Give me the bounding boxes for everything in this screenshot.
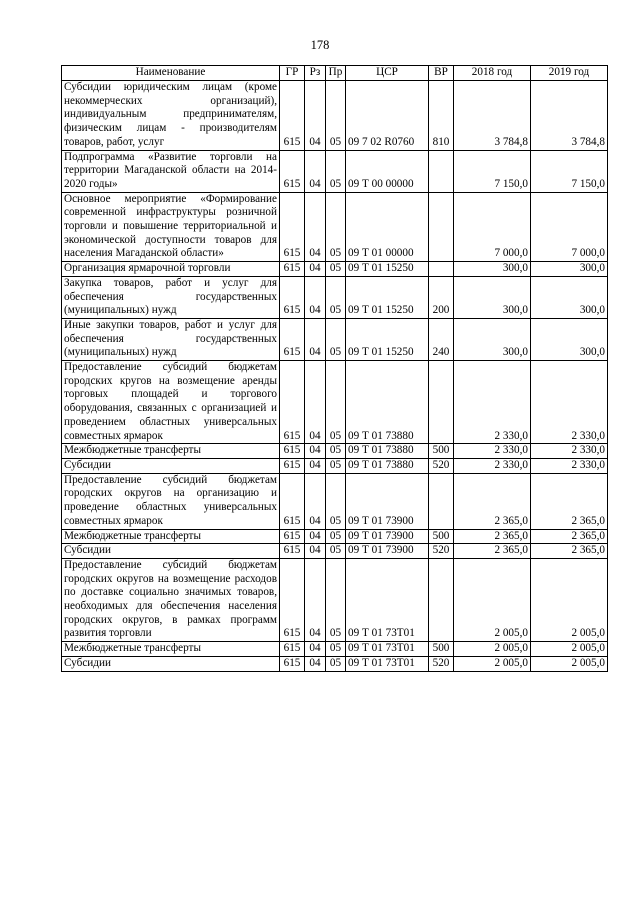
rz-code: 04 bbox=[305, 361, 326, 444]
pr-code: 05 bbox=[326, 529, 346, 544]
vr-code: 500 bbox=[429, 529, 454, 544]
vr-code: 810 bbox=[429, 81, 454, 151]
header-csr: ЦСР bbox=[346, 66, 429, 81]
gr-code: 615 bbox=[280, 262, 305, 277]
vr-code: 520 bbox=[429, 656, 454, 671]
csr-code: 09 Т 00 00000 bbox=[346, 150, 429, 192]
pr-code: 05 bbox=[326, 81, 346, 151]
csr-code: 09 Т 01 73900 bbox=[346, 473, 429, 529]
vr-code: 500 bbox=[429, 444, 454, 459]
csr-code: 09 Т 01 15250 bbox=[346, 262, 429, 277]
table-row bbox=[62, 150, 608, 192]
header-gr: ГР bbox=[280, 66, 305, 81]
amount-2019: 300,0 bbox=[531, 262, 608, 277]
vr-code: 240 bbox=[429, 318, 454, 360]
amount-2019: 2 330,0 bbox=[531, 444, 608, 459]
rz-code: 04 bbox=[305, 458, 326, 473]
vr-code: 520 bbox=[429, 544, 454, 559]
csr-code: 09 Т 01 73900 bbox=[346, 529, 429, 544]
table-row bbox=[62, 473, 608, 529]
rz-code: 04 bbox=[305, 473, 326, 529]
item-name: Субсидии bbox=[62, 544, 280, 559]
amount-2018: 2 330,0 bbox=[454, 361, 531, 444]
rz-code: 04 bbox=[305, 544, 326, 559]
pr-code: 05 bbox=[326, 558, 346, 641]
gr-code: 615 bbox=[280, 544, 305, 559]
amount-2019: 300,0 bbox=[531, 276, 608, 318]
vr-code: 500 bbox=[429, 642, 454, 657]
table-row bbox=[62, 262, 608, 277]
table-row bbox=[62, 458, 608, 473]
item-name: Субсидии bbox=[62, 656, 280, 671]
gr-code: 615 bbox=[280, 81, 305, 151]
header-vr: ВР bbox=[429, 66, 454, 81]
amount-2018: 2 005,0 bbox=[454, 558, 531, 641]
gr-code: 615 bbox=[280, 276, 305, 318]
item-name: Межбюджетные трансферты bbox=[62, 529, 280, 544]
rz-code: 04 bbox=[305, 656, 326, 671]
rz-code: 04 bbox=[305, 150, 326, 192]
rz-code: 04 bbox=[305, 642, 326, 657]
rz-code: 04 bbox=[305, 81, 326, 151]
item-name: Субсидии bbox=[62, 458, 280, 473]
csr-code: 09 Т 01 15250 bbox=[346, 318, 429, 360]
item-name: Межбюджетные трансферты bbox=[62, 444, 280, 459]
pr-code: 05 bbox=[326, 642, 346, 657]
amount-2018: 2 365,0 bbox=[454, 529, 531, 544]
item-name: Закупка товаров, работ и услуг для обеспечения государственных (муниципальных) нужд bbox=[62, 276, 280, 318]
table-row bbox=[62, 276, 608, 318]
item-name: Подпрограмма «Развитие торговли на территории Магаданской области на 2014-2020 годы» bbox=[62, 150, 280, 192]
amount-2019: 3 784,8 bbox=[531, 81, 608, 151]
rz-code: 04 bbox=[305, 558, 326, 641]
pr-code: 05 bbox=[326, 276, 346, 318]
gr-code: 615 bbox=[280, 361, 305, 444]
amount-2018: 3 784,8 bbox=[454, 81, 531, 151]
table-body bbox=[62, 81, 608, 672]
gr-code: 615 bbox=[280, 656, 305, 671]
amount-2019: 2 005,0 bbox=[531, 656, 608, 671]
gr-code: 615 bbox=[280, 192, 305, 262]
table-row bbox=[62, 361, 608, 444]
pr-code: 05 bbox=[326, 318, 346, 360]
gr-code: 615 bbox=[280, 529, 305, 544]
table-row bbox=[62, 444, 608, 459]
pr-code: 05 bbox=[326, 444, 346, 459]
header-rz: Рз bbox=[305, 66, 326, 81]
page-number: 178 bbox=[310, 38, 330, 52]
vr-code: 200 bbox=[429, 276, 454, 318]
csr-code: 09 Т 01 73Т01 bbox=[346, 558, 429, 641]
amount-2018: 300,0 bbox=[454, 276, 531, 318]
table-row bbox=[62, 642, 608, 657]
amount-2019: 2 365,0 bbox=[531, 529, 608, 544]
amount-2018: 2 330,0 bbox=[454, 444, 531, 459]
pr-code: 05 bbox=[326, 262, 346, 277]
header-2019: 2019 год bbox=[531, 66, 608, 81]
rz-code: 04 bbox=[305, 529, 326, 544]
rz-code: 04 bbox=[305, 276, 326, 318]
csr-code: 09 Т 01 73Т01 bbox=[346, 656, 429, 671]
header-row bbox=[62, 66, 608, 81]
pr-code: 05 bbox=[326, 544, 346, 559]
table-row bbox=[62, 558, 608, 641]
amount-2018: 2 005,0 bbox=[454, 642, 531, 657]
amount-2019: 7 150,0 bbox=[531, 150, 608, 192]
csr-code: 09 Т 01 73880 bbox=[346, 458, 429, 473]
budget-table bbox=[61, 65, 608, 672]
rz-code: 04 bbox=[305, 262, 326, 277]
amount-2018: 2 330,0 bbox=[454, 458, 531, 473]
header-name: Наименование bbox=[62, 66, 280, 81]
vr-code bbox=[429, 473, 454, 529]
gr-code: 615 bbox=[280, 558, 305, 641]
vr-code bbox=[429, 361, 454, 444]
rz-code: 04 bbox=[305, 192, 326, 262]
vr-code bbox=[429, 150, 454, 192]
table-row bbox=[62, 318, 608, 360]
pr-code: 05 bbox=[326, 458, 346, 473]
table-row bbox=[62, 656, 608, 671]
item-name: Предоставление субсидий бюджетам городских округов на организацию и проведение областных универсальных совместных ярмарок bbox=[62, 473, 280, 529]
table-row bbox=[62, 529, 608, 544]
amount-2019: 2 005,0 bbox=[531, 558, 608, 641]
table-row bbox=[62, 81, 608, 151]
amount-2019: 2 330,0 bbox=[531, 458, 608, 473]
csr-code: 09 Т 01 73880 bbox=[346, 444, 429, 459]
pr-code: 05 bbox=[326, 473, 346, 529]
gr-code: 615 bbox=[280, 642, 305, 657]
amount-2019: 2 330,0 bbox=[531, 361, 608, 444]
table-row bbox=[62, 192, 608, 262]
amount-2018: 2 365,0 bbox=[454, 544, 531, 559]
header-2018: 2018 год bbox=[454, 66, 531, 81]
amount-2019: 2 365,0 bbox=[531, 473, 608, 529]
rz-code: 04 bbox=[305, 444, 326, 459]
vr-code: 520 bbox=[429, 458, 454, 473]
amount-2018: 2 005,0 bbox=[454, 656, 531, 671]
item-name: Иные закупки товаров, работ и услуг для обеспечения государственных (муниципальных) нужд bbox=[62, 318, 280, 360]
amount-2018: 300,0 bbox=[454, 262, 531, 277]
amount-2018: 7 000,0 bbox=[454, 192, 531, 262]
pr-code: 05 bbox=[326, 192, 346, 262]
item-name: Организация ярмарочной торговли bbox=[62, 262, 280, 277]
amount-2019: 300,0 bbox=[531, 318, 608, 360]
vr-code bbox=[429, 558, 454, 641]
table-row bbox=[62, 544, 608, 559]
amount-2019: 2 005,0 bbox=[531, 642, 608, 657]
gr-code: 615 bbox=[280, 318, 305, 360]
rz-code: 04 bbox=[305, 318, 326, 360]
pr-code: 05 bbox=[326, 361, 346, 444]
gr-code: 615 bbox=[280, 458, 305, 473]
csr-code: 09 Т 01 00000 bbox=[346, 192, 429, 262]
amount-2019: 7 000,0 bbox=[531, 192, 608, 262]
amount-2018: 300,0 bbox=[454, 318, 531, 360]
csr-code: 09 Т 01 73900 bbox=[346, 544, 429, 559]
item-name: Субсидии юридическим лицам (кроме некоммерческих организаций), индивидуальным предпринимателям, физическим лицам - производителям товаров, работ, услуг bbox=[62, 81, 280, 151]
amount-2018: 7 150,0 bbox=[454, 150, 531, 192]
gr-code: 615 bbox=[280, 444, 305, 459]
csr-code: 09 Т 01 73880 bbox=[346, 361, 429, 444]
vr-code bbox=[429, 262, 454, 277]
pr-code: 05 bbox=[326, 150, 346, 192]
csr-code: 09 Т 01 15250 bbox=[346, 276, 429, 318]
amount-2018: 2 365,0 bbox=[454, 473, 531, 529]
gr-code: 615 bbox=[280, 150, 305, 192]
csr-code: 09 7 02 R0760 bbox=[346, 81, 429, 151]
item-name: Предоставление субсидий бюджетам городских округов на возмещение расходов по доставке социально значимых товаров, необходимых для обеспечения населения городских округов, в рамках программ развития торговли bbox=[62, 558, 280, 641]
vr-code bbox=[429, 192, 454, 262]
pr-code: 05 bbox=[326, 656, 346, 671]
item-name: Предоставление субсидий бюджетам городских кругов на возмещение аренды торговых площадей и торгового оборудования, связанных с организацией и проведением областных универсальных совместных ярмарок bbox=[62, 361, 280, 444]
amount-2019: 2 365,0 bbox=[531, 544, 608, 559]
header-pr: Пр bbox=[326, 66, 346, 81]
csr-code: 09 Т 01 73Т01 bbox=[346, 642, 429, 657]
gr-code: 615 bbox=[280, 473, 305, 529]
item-name: Основное мероприятие «Формирование современной инфраструктуры розничной торговли и повышение территориальной и экономической доступности товаров для населения Магаданской области» bbox=[62, 192, 280, 262]
item-name: Межбюджетные трансферты bbox=[62, 642, 280, 657]
